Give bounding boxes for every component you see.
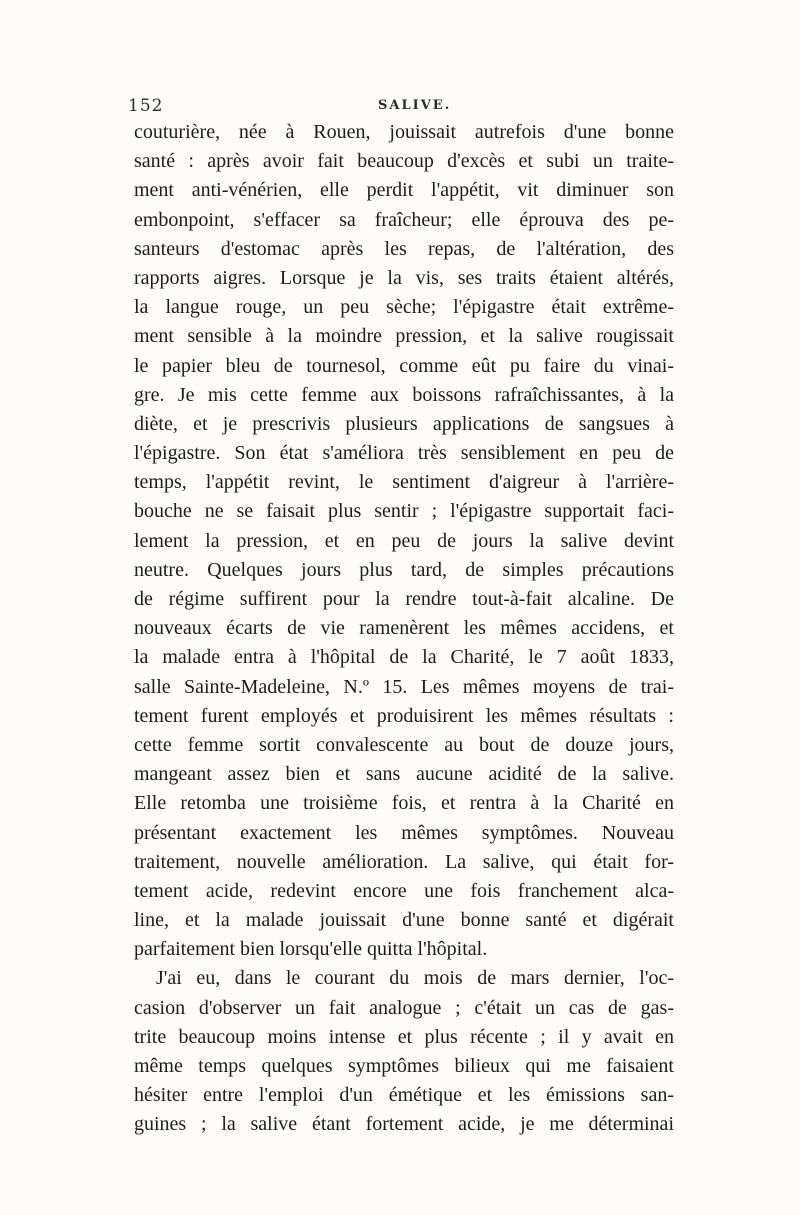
text-line: présentant exactement les mêmes symptômes. Nouveau <box>134 821 674 844</box>
running-head: SALIVE. <box>378 98 452 113</box>
text-line: rapports aigres. Lorsque je la vis, ses traits étaient altérés, <box>134 266 674 289</box>
text-line: embonpoint, s'effacer sa fraîcheur; elle éprouva des pe- <box>134 208 674 231</box>
paragraph-1 <box>134 118 674 964</box>
page-number: 152 <box>128 96 164 116</box>
text-line: couturière, née à Rouen, jouissait autrefois d'une bonne <box>134 121 674 143</box>
text-line: temps, l'appétit revint, le sentiment d'aigreur à l'arrière- <box>134 471 674 494</box>
text-line: l'épigastre. Son état s'améliora très sensiblement en peu de <box>134 442 674 465</box>
text-line: tement acide, redevint encore une fois franchement alca- <box>134 879 674 902</box>
text-line: de régime suffirent pour la rendre tout-à-fait alcaline. De <box>134 588 674 610</box>
text-line: guines ; la salive étant fortement acide, je me déterminai <box>134 1113 674 1136</box>
text-line: gre. Je mis cette femme aux boissons rafraîchissantes, à la <box>134 383 674 406</box>
text-line: hésiter entre l'emploi d'un émétique et les émissions san- <box>134 1084 674 1107</box>
text-line: mangeant assez bien et sans aucune acidité de la salive. <box>134 763 674 786</box>
text-line: ment sensible à la moindre pression, et la salive rougissait <box>134 325 674 348</box>
text-line: casion d'observer un fait analogue ; c'était un cas de gas- <box>134 996 674 1019</box>
text-line: tement furent employés et produisirent les mêmes résultats : <box>134 704 674 727</box>
paragraph-2 <box>134 964 674 1139</box>
text-line: trite beaucoup moins intense et plus récente ; il y avait en <box>134 1025 674 1048</box>
text-line: bouche ne se faisait plus sentir ; l'épigastre supportait faci- <box>134 500 674 523</box>
text-line: cette femme sortit convalescente au bout de douze jours, <box>134 733 674 756</box>
text-line: salle Sainte-Madeleine, N.º 15. Les mêmes moyens de trai- <box>134 675 674 698</box>
text-line: ment anti-vénérien, elle perdit l'appétit, vit diminuer son <box>134 179 674 202</box>
text-line: santé : après avoir fait beaucoup d'excès et subi un traite- <box>134 150 674 173</box>
text-line: Elle retomba une troisième fois, et rentra à la Charité en <box>134 792 674 815</box>
text-line: line, et la malade jouissait d'une bonne santé et digérait <box>134 909 674 932</box>
text-line: le papier bleu de tournesol, comme eût pu faire du vinai- <box>134 354 674 377</box>
text-line: la langue rouge, un peu sèche; l'épigastre était extrême- <box>134 296 674 319</box>
text-line: J'ai eu, dans le courant du mois de mars dernier, l'oc- <box>156 967 674 990</box>
text-line: lement la pression, et en peu de jours la salive devint <box>134 529 674 552</box>
text-line: nouveaux écarts de vie ramenèrent les mêmes accidens, et <box>134 617 674 640</box>
text-line: la malade entra à l'hôpital de la Charité, le 7 août 1833, <box>134 646 674 669</box>
page-header <box>128 96 688 116</box>
text-line: diète, et je prescrivis plusieurs applications de sangsues à <box>134 412 674 435</box>
text-line: santeurs d'estomac après les repas, de l'altération, des <box>134 237 674 260</box>
body-text <box>134 118 674 1140</box>
text-line: même temps quelques symptômes bilieux qui me faisaient <box>134 1055 674 1077</box>
text-line: parfaitement bien lorsqu'elle quitta l'hôpital. <box>134 938 488 961</box>
text-line: traitement, nouvelle amélioration. La salive, qui était for- <box>134 850 674 873</box>
text-line: neutre. Quelques jours plus tard, de simples précautions <box>134 558 674 581</box>
